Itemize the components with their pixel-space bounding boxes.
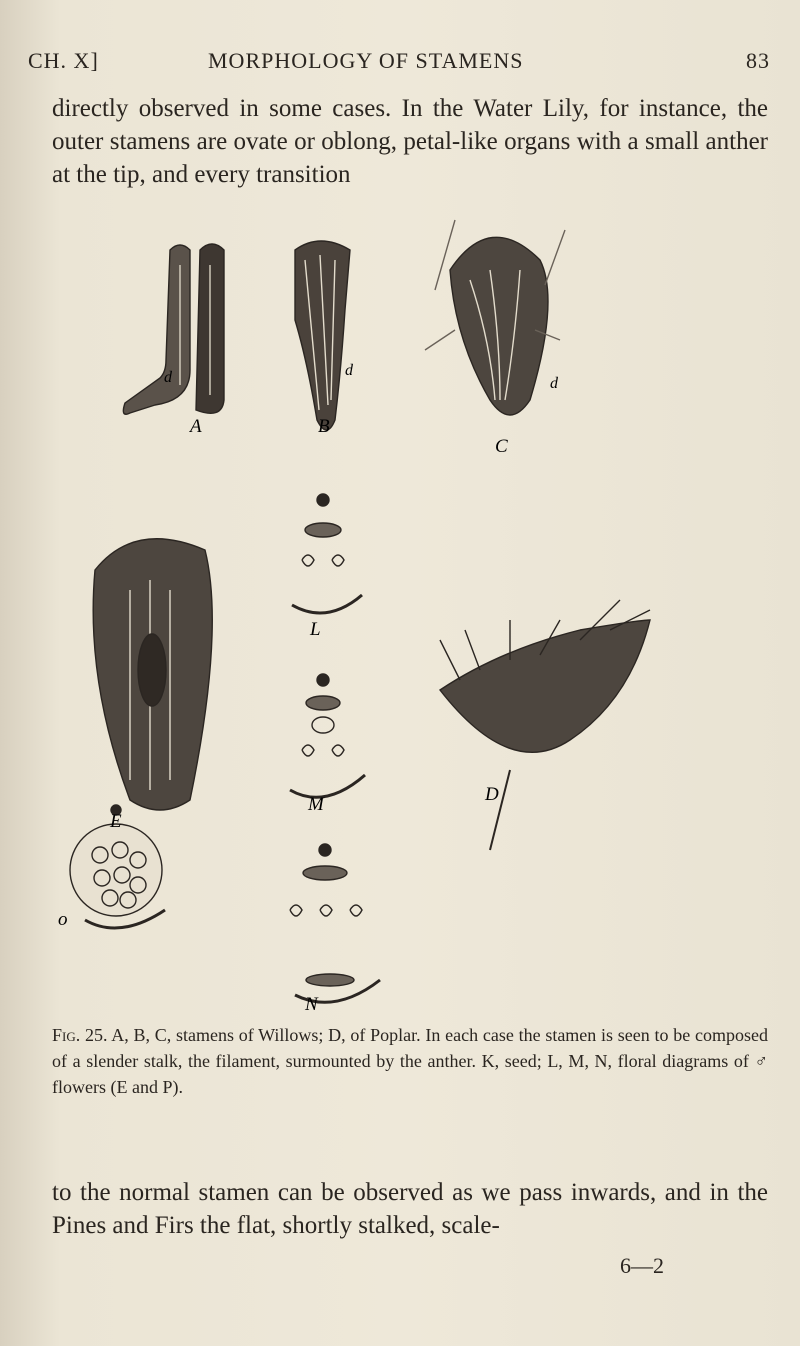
label-b: B — [318, 416, 330, 437]
label-c: C — [495, 436, 508, 457]
label-d-b: d — [345, 362, 353, 379]
running-header — [28, 40, 770, 80]
stamen-drawing-c — [425, 220, 565, 415]
caption-fig-number: Fig. 25. — [52, 1025, 108, 1045]
label-e: E — [110, 811, 122, 832]
figure-caption — [52, 1022, 768, 1100]
caption-text: A, B, C, stamens of Willows; D, of Poplar. In each case the stamen is seen to be composed of a slender stalk, the filament, surmounted by the anther. K, seed; L, M, N, floral diagrams of ♂ flowers (E and P). — [52, 1025, 768, 1097]
label-a: A — [190, 416, 202, 437]
figure-illustration — [40, 210, 780, 1010]
label-l: L — [310, 619, 321, 640]
floral-diagram-l — [292, 494, 362, 613]
label-d-a: d — [164, 369, 172, 386]
signature-mark: 6—2 — [620, 1253, 664, 1278]
running-title: MORPHOLOGY OF STAMENS — [208, 48, 524, 73]
floral-diagram-m — [290, 674, 365, 797]
stamen-drawing-d — [440, 600, 650, 850]
label-m: M — [308, 794, 324, 815]
stamen-drawing-a — [123, 244, 224, 414]
label-d-figure: D — [485, 784, 499, 805]
figure-25 — [40, 210, 780, 1010]
label-n: N — [305, 994, 318, 1010]
chapter-label: CH. X] — [28, 48, 99, 73]
stamen-drawing-b — [295, 241, 350, 430]
page-number: 83 — [746, 48, 770, 73]
label-d-c: d — [550, 375, 558, 392]
body-paragraph-bottom: to the normal stamen can be observed as we pass inwards, and in the Pines and Firs the flat, shortly stalked, scale- — [52, 1179, 768, 1239]
body-paragraph-top: directly observed in some cases. In the Water Lily, for instance, the outer stamens are ovate or oblong, petal-like organs with a small anther at the tip, and every transition — [52, 95, 768, 188]
label-o: o — [58, 909, 68, 930]
stamen-drawing-e — [93, 539, 212, 810]
floral-diagram-n — [290, 844, 380, 1002]
